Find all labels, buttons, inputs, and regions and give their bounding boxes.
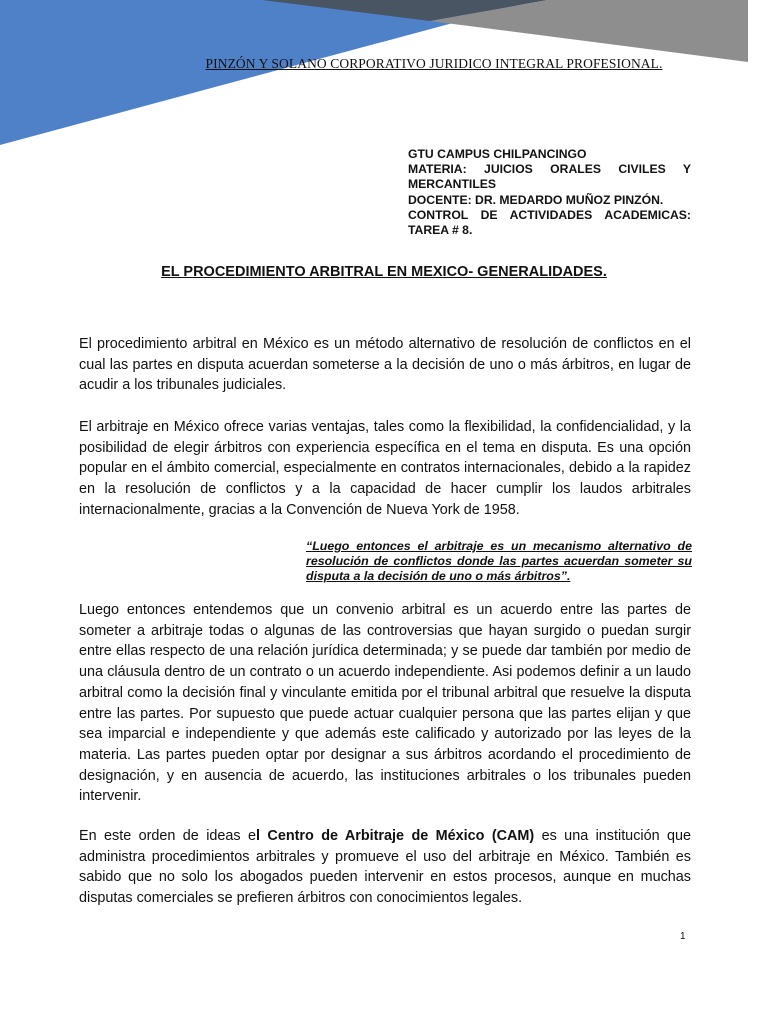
header-decoration <box>0 0 768 160</box>
paragraph-cam-text-start: En este orden de ideas e <box>79 828 257 844</box>
paragraph-intro: El procedimiento arbitral en México es un método alternativo de resolución de conflictos en el cual las partes en disputa acuerdan someterse a la decisión de uno o más árbitros, en lugar de acudir a los tribunales judiciales. <box>79 336 691 394</box>
subject-line-cont: MERCANTILES <box>408 177 497 192</box>
campus-line: GTU CAMPUS CHILPANCINGO <box>408 147 587 161</box>
assignment-line: TAREA # 8. <box>408 223 473 238</box>
paragraph-arbitration-agreement: Luego entonces entendemos que un convenio arbitral es un acuerdo entre las partes de someter a arbitraje todas o algunas de las controversias que hayan surgido o puedan surgir entre ellas respecto de una relación jurídica determinada; y se puede dar también por medio de una cláusula dentro de un contrato o un acuerdo independiente. Asi podemos definir a un laudo arbitral como la decisión final y vinculante emitida por el tribunal arbitral que resuelve la disputa entre las partes. Por supuesto que puede actuar cualquier persona que las partes elijan y que sea imparcial e independiente y que además este calificado y autorizado por las leyes de la materia. Las partes pueden optar por designar a sus árbitros acordando el procedimiento de designación, y en ausencia de acuerdo, las instituciones arbitrales o los tribunales pueden intervenir. <box>79 602 691 805</box>
document-title: EL PROCEDIMIENTO ARBITRAL EN MEXICO- GENERALIDADES. <box>161 264 607 280</box>
quote-block: “Luego entonces el arbitraje es un mecanismo alternativo de resolución de conflictos donde las partes acuerdan someter su disputa a la decisión de uno o más árbitros”. <box>306 539 692 584</box>
paragraph-advantages: El arbitraje en México ofrece varias ventajas, tales como la flexibilidad, la confidencialidad, y la posibilidad de elegir árbitros con experiencia específica en el tema en disputa. Es una opción popular en el ámbito comercial, especialmente en contratos internacionales, debido a la rapidez en la resolución de conflictos y a la capacidad de hacer cumplir los laudos arbitrales internacionalmente, gracias a la Convención de Nueva York de 1958. <box>79 419 691 518</box>
firm-name-header: PINZÓN Y SOLANO CORPORATIVO JURIDICO INTEGRAL PROFESIONAL. <box>205 56 663 71</box>
paragraph-cam <box>79 826 691 909</box>
cam-institution-name: l Centro de Arbitraje de México (CAM) <box>256 828 535 844</box>
teacher-line: DOCENTE: DR. MEDARDO MUÑOZ PINZÓN. <box>408 192 664 207</box>
subject-line: MATERIA: JUICIOS ORALES CIVILES Y <box>408 162 691 177</box>
course-info-block <box>408 147 691 238</box>
page-number: 1 <box>680 931 686 942</box>
activity-control-line: CONTROL DE ACTIVIDADES ACADEMICAS: <box>408 207 691 222</box>
paragraph-cam-text-end: es una institución que administra procedimientos arbitrales y promueve el uso del arbitraje en México. También es sabido que no solo los abogados pueden intervenir en estos procesos, aunque en muchas disputas comerciales se prefieren árbitros con conocimientos legales. <box>79 828 691 907</box>
